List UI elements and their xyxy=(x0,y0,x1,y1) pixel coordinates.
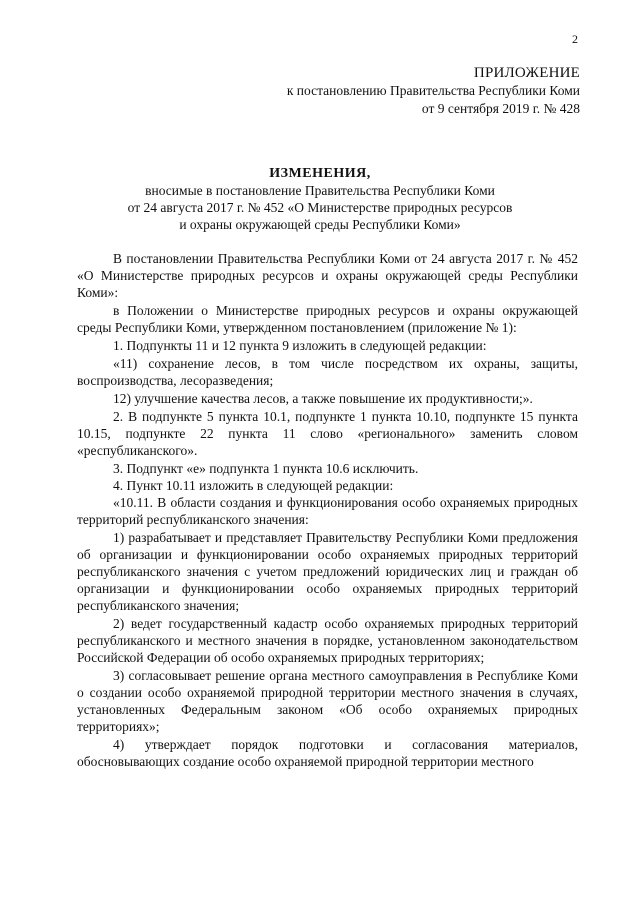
paragraph: 3. Подпункт «е» подпункта 1 пункта 10.6 исключить. xyxy=(113,461,419,476)
title-heading: ИЗМЕНЕНИЯ, xyxy=(269,166,371,181)
paragraph: 12) улучшение качества лесов, а также повышение их продуктивности;». xyxy=(113,391,533,406)
appendix-block xyxy=(60,64,580,118)
paragraph: «10.11. В области создания и функционирования особо охраняемых природных территорий республиканского значения: xyxy=(77,495,578,527)
appendix-line-1: к постановлению Правительства Республики Коми xyxy=(286,83,580,98)
paragraph: 1) разрабатывает и представляет Правительству Республики Коми предложения об организации и функционировании особо охраняемых природных территорий республиканского значения с учетом предложений юридических лиц и граждан об организации и функционировании особо охраняемых природных территорий республиканского значения; xyxy=(77,530,578,613)
paragraph: 2) ведет государственный кадастр особо охраняемых природных территорий республиканского и местного значения в порядке, установленном законодательством Российской Федерации об особо охраняемых природных территориях; xyxy=(77,616,578,665)
paragraph: 3) согласовывает решение органа местного самоуправления в Республике Коми о создании особо охраняемой природной территории местного значения в случаях, установленных Федеральным законом «Об особо охраняемых природных территориях»; xyxy=(77,668,578,734)
paragraph: в Положении о Министерстве природных ресурсов и охраны окружающей среды Республики Коми, утвержденном постановлением (приложение № 1): xyxy=(77,303,578,335)
document-title xyxy=(60,165,580,233)
title-line-1: вносимые в постановление Правительства Республики Коми xyxy=(145,183,495,198)
paragraph: 2. В подпункте 5 пункта 10.1, подпункте 1 пункта 10.10, подпункте 15 пункта 10.15, подпункте 22 пункта 11 слово «регионального» заменить словом «республиканского». xyxy=(77,409,578,458)
paragraph: 4) утверждает порядок подготовки и согласования материалов, обосновывающих создание особо охраняемой природной территории местного xyxy=(77,737,578,769)
title-line-3: и охраны окружающей среды Республики Коми» xyxy=(179,217,461,232)
paragraph: 1. Подпункты 11 и 12 пункта 9 изложить в следующей редакции: xyxy=(113,338,487,353)
paragraph: В постановлении Правительства Республики Коми от 24 августа 2017 г. № 452 «О Министерстве природных ресурсов и охраны окружающей среды Республики Коми»: xyxy=(77,251,578,300)
page-number: 2 xyxy=(572,32,578,46)
paragraph: 4. Пункт 10.11 изложить в следующей редакции: xyxy=(113,478,394,493)
paragraph: «11) сохранение лесов, в том числе посредством их охраны, защиты, воспроизводства, лесоразведения; xyxy=(77,356,578,388)
document-body xyxy=(77,250,578,770)
appendix-heading: ПРИЛОЖЕНИЕ xyxy=(473,65,580,81)
title-line-2: от 24 августа 2017 г. № 452 «О Министерстве природных ресурсов xyxy=(127,200,513,215)
appendix-line-2: от 9 сентября 2019 г. № 428 xyxy=(421,101,580,116)
